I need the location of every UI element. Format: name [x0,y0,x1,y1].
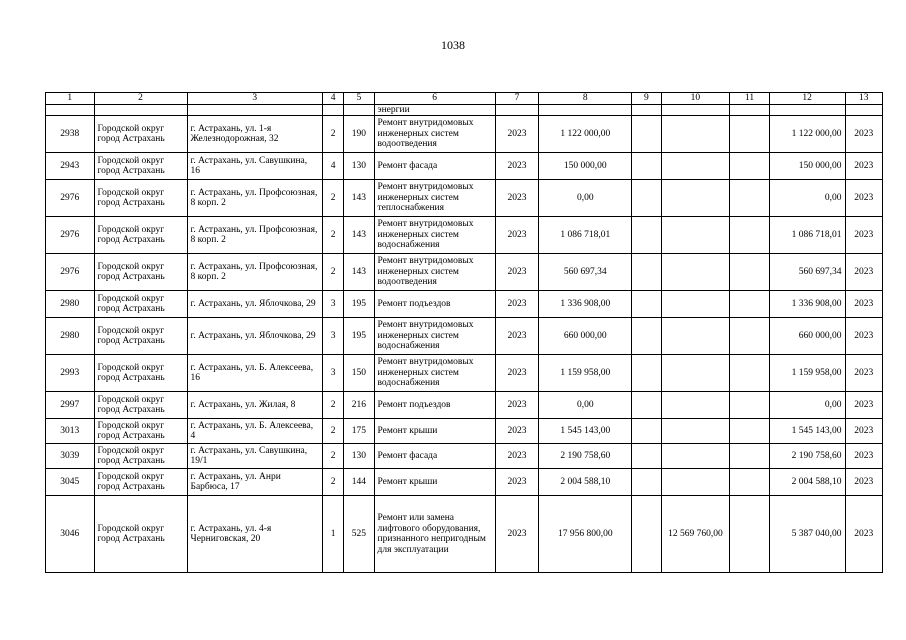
cell-col-4: 4 [322,153,343,180]
column-number: 7 [495,93,538,105]
cell-col-12: 560 697,34 [769,254,845,291]
column-number: 9 [632,93,661,105]
cell-col-5: 130 [344,153,374,180]
cell-col-7: 2023 [495,180,538,217]
cell-col-9 [632,419,661,444]
cell-col-13: 2023 [845,496,882,573]
cell-col-3: г. Астрахань, ул. Профсоюзная, 8 корп. 2 [187,254,322,291]
cell-col-13: 2023 [845,291,882,318]
cell-col-5: 130 [344,444,374,469]
cell-col-12: 1 159 958,00 [769,355,845,392]
cell-col-13: 2023 [845,153,882,180]
cell-col-6: Ремонт фасада [374,444,495,469]
cell-col-10 [661,469,730,496]
cell-col-13: 2023 [845,217,882,254]
cell-col-3: г. Астрахань, ул. Профсоюзная, 8 корп. 2 [187,180,322,217]
cell-col-7: 2023 [495,217,538,254]
table-row [46,318,883,355]
cell-col-8: 17 956 800,00 [539,496,632,573]
cell-col-7: 2023 [495,318,538,355]
cell-col-3: г. Астрахань, ул. 1-я Железнодорожная, 32 [187,116,322,153]
cell-col-7: 2023 [495,469,538,496]
table-row [46,153,883,180]
cell-col-2: Городской округ город Астрахань [94,180,187,217]
repair-register-table [45,92,883,573]
cell-col-3: г. Астрахань, ул. Анри Барбюса, 17 [187,469,322,496]
cell-col-11 [730,153,769,180]
cell-col-11 [730,355,769,392]
cell-col-7: 2023 [495,291,538,318]
cell-col-2: Городской округ город Астрахань [94,496,187,573]
cell-col-2: Городской округ город Астрахань [94,318,187,355]
cell-col-11 [730,469,769,496]
cell-col-4: 2 [322,254,343,291]
cell-col-6: Ремонт внутридомовых инженерных систем теплоснабжения [374,180,495,217]
cell-col-1: 2980 [46,291,95,318]
cell-col-10 [661,392,730,419]
cell-col-4: 2 [322,217,343,254]
cell-col-11 [730,254,769,291]
cell-col-10 [661,180,730,217]
table-row [46,291,883,318]
cell-col-7: 2023 [495,153,538,180]
cell-col-13: 2023 [845,392,882,419]
cell-col-3: г. Астрахань, ул. Б. Алексеева, 16 [187,355,322,392]
cell-col-4: 1 [322,496,343,573]
cell-col-1: 3039 [46,444,95,469]
cell-col-2: Городской округ город Астрахань [94,355,187,392]
table-row [46,469,883,496]
table-row [46,419,883,444]
cell-col-12: 1 545 143,00 [769,419,845,444]
cell-col-3: г. Астрахань, ул. Б. Алексеева, 4 [187,419,322,444]
cell-col-7: 2023 [495,496,538,573]
cell-col-8: 560 697,34 [539,254,632,291]
cell-col-11 [730,291,769,318]
cell-col-6: Ремонт внутридомовых инженерных систем водоснабжения [374,217,495,254]
cell-col-7: 2023 [495,355,538,392]
cell-col-3: г. Астрахань, ул. Жилая, 8 [187,392,322,419]
cell-col-5: 143 [344,217,374,254]
cell-col-10 [661,318,730,355]
cell-col-12: 2 004 588,10 [769,469,845,496]
cell-col-8: 1 336 908,00 [539,291,632,318]
cell-col-8: 1 122 000,00 [539,116,632,153]
cell-col-4: 3 [322,355,343,392]
cell-col-8: 1 159 958,00 [539,355,632,392]
column-number: 1 [46,93,95,105]
table-row [46,254,883,291]
cell-col-13: 2023 [845,444,882,469]
cell-col-4: 2 [322,444,343,469]
cell-col-6: Ремонт подъездов [374,392,495,419]
cell-col-3: г. Астрахань, ул. Профсоюзная, 8 корп. 2 [187,217,322,254]
cell-col-9 [632,153,661,180]
cell-col-8: 1 545 143,00 [539,419,632,444]
cell-col-5: 195 [344,318,374,355]
cell-col-11 [730,318,769,355]
cell-col-10 [661,444,730,469]
column-number: 3 [187,93,322,105]
cell-col-3: г. Астрахань, ул. 4-я Черниговская, 20 [187,496,322,573]
cell-col-10: 12 569 760,00 [661,496,730,573]
page-number: 1038 [441,38,465,52]
cell-col-13: 2023 [845,116,882,153]
cell-col-9 [632,444,661,469]
cell-col-7: 2023 [495,254,538,291]
cell-col-9 [632,392,661,419]
cell-col-9 [632,180,661,217]
cell-col-2: Городской округ город Астрахань [94,217,187,254]
column-number: 11 [730,93,769,105]
cell-col-5: 190 [344,116,374,153]
column-number-header [46,93,883,105]
cell-col-9 [632,355,661,392]
cell-col-6: Ремонт крыши [374,419,495,444]
cell-col-12: 0,00 [769,392,845,419]
cell-col-8: 0,00 [539,392,632,419]
cell-col-1: 2997 [46,392,95,419]
cell-col-1: 2976 [46,180,95,217]
cell-col-8: 150 000,00 [539,153,632,180]
cell-col-2: Городской округ город Астрахань [94,116,187,153]
table-row [46,217,883,254]
cell-col-1: 3045 [46,469,95,496]
cell-col-2: Городской округ город Астрахань [94,254,187,291]
cell-col-7: 2023 [495,116,538,153]
cell-col-10 [661,355,730,392]
table-row [46,444,883,469]
cell-col-7: 2023 [495,419,538,444]
cell-col-8: 2 004 588,10 [539,469,632,496]
cell-col-11 [730,217,769,254]
cell-col-5: 175 [344,419,374,444]
cell-col-3: г. Астрахань, ул. Яблочкова, 29 [187,291,322,318]
cell-col-12: 150 000,00 [769,153,845,180]
cell-col-5: 143 [344,180,374,217]
cell-col-10 [661,116,730,153]
cell-col-8: 1 086 718,01 [539,217,632,254]
cell-col-2: Городской округ город Астрахань [94,153,187,180]
cell-col-1: 2993 [46,355,95,392]
cell-col-11 [730,419,769,444]
cell-col-4: 2 [322,469,343,496]
cell-col-5: 144 [344,469,374,496]
cell-col-9 [632,116,661,153]
cell-col-13: 2023 [845,318,882,355]
cell-col-2: Городской округ город Астрахань [94,291,187,318]
cell-col-13: 2023 [845,469,882,496]
column-number: 2 [94,93,187,105]
cell-col-13: 2023 [845,355,882,392]
cell-col-10 [661,291,730,318]
cell-col-5: 525 [344,496,374,573]
table-row [46,116,883,153]
column-number: 8 [539,93,632,105]
cell-col-6: Ремонт или замена лифтового оборудования, признанного непригодным для эксплуатации [374,496,495,573]
table-row [46,180,883,217]
continuation-text: энергии [374,104,495,116]
cell-col-9 [632,496,661,573]
cell-col-6: Ремонт подъездов [374,291,495,318]
table-row [46,355,883,392]
cell-col-9 [632,254,661,291]
cell-col-13: 2023 [845,254,882,291]
cell-col-10 [661,153,730,180]
cell-col-12: 1 336 908,00 [769,291,845,318]
table-row [46,496,883,573]
cell-col-9 [632,291,661,318]
cell-col-2: Городской округ город Астрахань [94,419,187,444]
cell-col-7: 2023 [495,444,538,469]
cell-col-11 [730,180,769,217]
column-number: 4 [322,93,343,105]
cell-col-11 [730,444,769,469]
cell-col-1: 3046 [46,496,95,573]
cell-col-5: 195 [344,291,374,318]
cell-col-4: 3 [322,291,343,318]
column-number: 5 [344,93,374,105]
cell-col-13: 2023 [845,419,882,444]
cell-col-8: 0,00 [539,180,632,217]
cell-col-8: 660 000,00 [539,318,632,355]
cell-col-10 [661,217,730,254]
cell-col-9 [632,469,661,496]
cell-col-6: Ремонт внутридомовых инженерных систем водоснабжения [374,355,495,392]
cell-col-4: 2 [322,419,343,444]
cell-col-13: 2023 [845,180,882,217]
cell-col-12: 2 190 758,60 [769,444,845,469]
cell-col-4: 2 [322,180,343,217]
cell-col-2: Городской округ город Астрахань [94,392,187,419]
cell-col-5: 143 [344,254,374,291]
cell-col-7: 2023 [495,392,538,419]
cell-col-12: 1 086 718,01 [769,217,845,254]
cell-col-5: 216 [344,392,374,419]
cell-col-9 [632,217,661,254]
cell-col-1: 2976 [46,217,95,254]
column-number: 13 [845,93,882,105]
cell-col-5: 150 [344,355,374,392]
cell-col-1: 2938 [46,116,95,153]
cell-col-12: 1 122 000,00 [769,116,845,153]
cell-col-6: Ремонт внутридомовых инженерных систем водоотведения [374,254,495,291]
table-row [46,392,883,419]
cell-col-6: Ремонт внутридомовых инженерных систем водоотведения [374,116,495,153]
cell-col-1: 3013 [46,419,95,444]
cell-col-12: 660 000,00 [769,318,845,355]
cell-col-4: 2 [322,392,343,419]
cell-col-3: г. Астрахань, ул. Яблочкова, 29 [187,318,322,355]
column-number: 6 [374,93,495,105]
cell-col-6: Ремонт внутридомовых инженерных систем водоснабжения [374,318,495,355]
cell-col-6: Ремонт фасада [374,153,495,180]
cell-col-2: Городской округ город Астрахань [94,469,187,496]
cell-col-3: г. Астрахань, ул. Савушкина, 19/1 [187,444,322,469]
cell-col-10 [661,419,730,444]
cell-col-8: 2 190 758,60 [539,444,632,469]
cell-col-6: Ремонт крыши [374,469,495,496]
cell-col-11 [730,116,769,153]
cell-col-12: 5 387 040,00 [769,496,845,573]
cell-col-10 [661,254,730,291]
cell-col-11 [730,496,769,573]
cell-col-1: 2980 [46,318,95,355]
cell-col-3: г. Астрахань, ул. Савушкина, 16 [187,153,322,180]
cell-col-9 [632,318,661,355]
cell-col-2: Городской округ город Астрахань [94,444,187,469]
cell-col-11 [730,392,769,419]
continuation-row [46,104,883,116]
cell-col-1: 2976 [46,254,95,291]
cell-col-4: 3 [322,318,343,355]
column-number: 12 [769,93,845,105]
cell-col-12: 0,00 [769,180,845,217]
column-number: 10 [661,93,730,105]
cell-col-1: 2943 [46,153,95,180]
cell-col-4: 2 [322,116,343,153]
